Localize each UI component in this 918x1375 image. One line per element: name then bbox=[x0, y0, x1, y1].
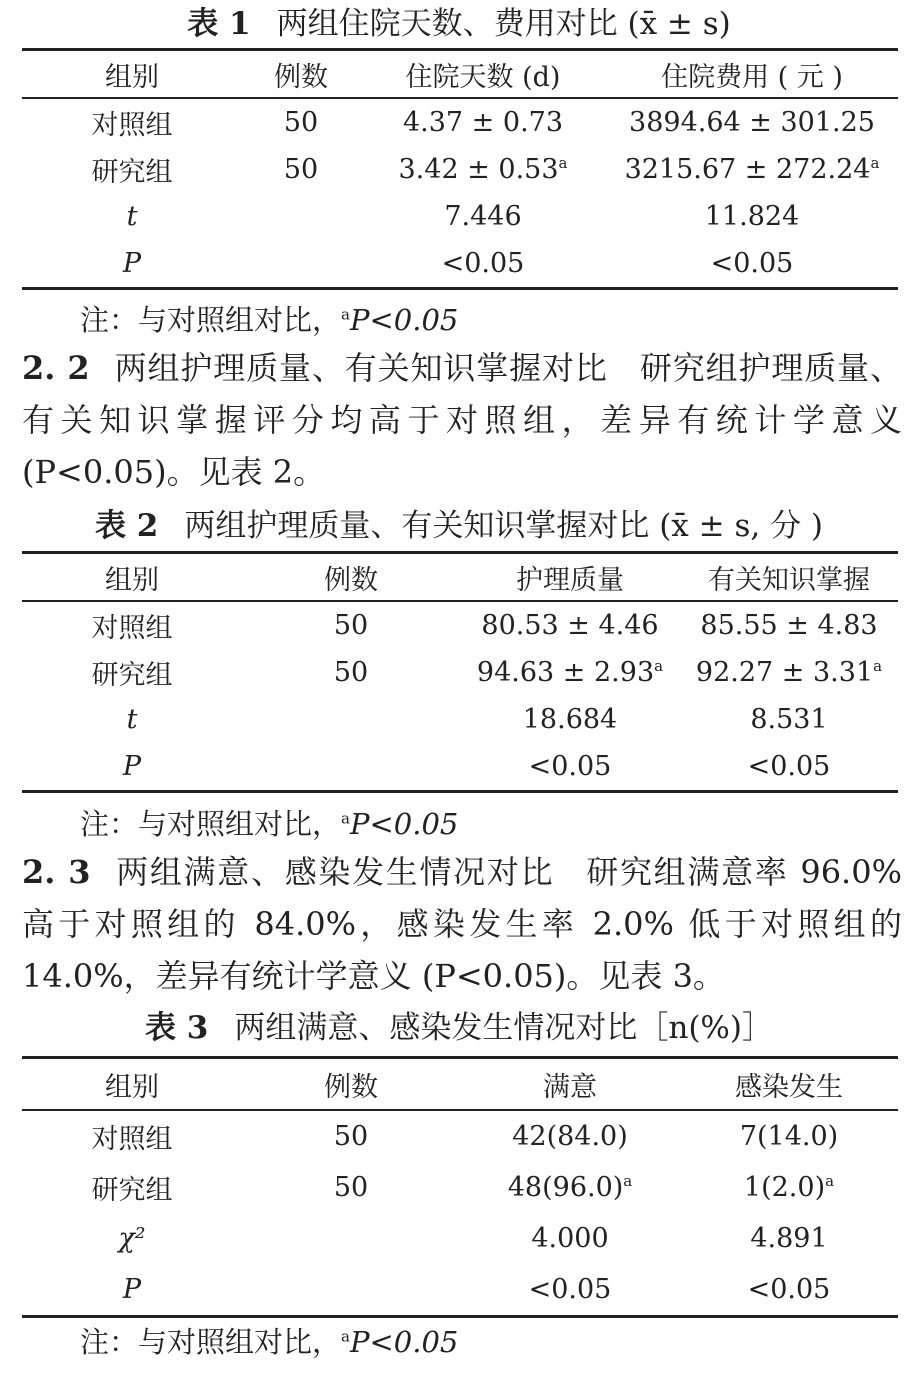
table1-title: 两组住院天数、费用对比 (x̄ ± s) bbox=[276, 6, 731, 42]
note-suffix: P<0.05 bbox=[349, 1325, 459, 1359]
table3-header-infection: 感染发生 bbox=[680, 1058, 898, 1111]
table-row bbox=[22, 146, 898, 193]
significance-mark: a bbox=[825, 1172, 835, 1190]
table-cell: 4.000 bbox=[531, 1223, 609, 1254]
table3 bbox=[22, 1056, 898, 1318]
table-cell: <0.05 bbox=[747, 1274, 831, 1305]
significance-mark: a bbox=[654, 657, 664, 675]
table-cell: 50 bbox=[283, 107, 319, 138]
table-cell: 对照组 bbox=[91, 613, 173, 644]
note-suffix: P<0.05 bbox=[349, 807, 459, 841]
table-cell: 80.53 ± 4.46 bbox=[481, 610, 659, 641]
table3-header-count: 例数 bbox=[242, 1058, 460, 1111]
table-cell: P bbox=[122, 751, 142, 782]
table-cell: 18.684 bbox=[522, 704, 618, 735]
table1-header-days: 住院天数 (d) bbox=[360, 50, 606, 99]
section-number: 2. 3 bbox=[22, 853, 91, 891]
table2-number: 表 2 bbox=[94, 508, 159, 544]
table2-header-count: 例数 bbox=[242, 553, 460, 602]
table-cell bbox=[242, 240, 360, 289]
table1-header-cost: 住院费用 ( 元 ) bbox=[606, 50, 898, 99]
table2 bbox=[22, 551, 898, 793]
table-cell: <0.05 bbox=[710, 248, 794, 279]
section-heading: 两组满意、感染发生情况对比 bbox=[114, 853, 555, 891]
table2-title: 两组护理质量、有关知识掌握对比 (x̄ ± s, 分 ) bbox=[184, 508, 824, 544]
table-cell bbox=[242, 193, 360, 240]
section-body: 研究组满意率 96.0% 高于对照组的 84.0%，感染发生率 2.0% 低于对照组的 14.0%，差异有统计学意义 (P<0.05)。见表 3。 bbox=[22, 853, 902, 995]
table-cell: 对照组 bbox=[91, 110, 173, 141]
table1-header-row bbox=[22, 50, 898, 99]
table-cell: 42(84.0) bbox=[512, 1121, 628, 1152]
table3-caption bbox=[0, 1008, 918, 1048]
cell-value: 94.63 ± 2.93 bbox=[476, 657, 655, 688]
table-cell bbox=[680, 1162, 898, 1213]
table-cell: 11.824 bbox=[704, 201, 800, 232]
table-row bbox=[22, 1110, 898, 1162]
table2-caption bbox=[0, 506, 918, 546]
section-heading: 两组护理质量、有关知识掌握对比 bbox=[113, 349, 608, 387]
table-row bbox=[22, 1264, 898, 1317]
table-cell bbox=[242, 1264, 460, 1317]
table-row bbox=[22, 601, 898, 649]
table1-number: 表 1 bbox=[187, 6, 251, 42]
table3-header-satisfied: 满意 bbox=[460, 1058, 680, 1111]
note-mark: a bbox=[341, 809, 350, 828]
table-cell bbox=[606, 146, 898, 193]
table-cell bbox=[360, 146, 606, 193]
table-row bbox=[22, 98, 898, 146]
table-cell bbox=[460, 649, 680, 696]
note-mark: a bbox=[341, 305, 350, 324]
table-cell: <0.05 bbox=[528, 751, 612, 782]
table-cell: 50 bbox=[333, 1121, 369, 1152]
table-cell bbox=[460, 1162, 680, 1213]
table-cell: 研究组 bbox=[91, 157, 173, 188]
table1-caption bbox=[0, 4, 918, 44]
significance-mark: a bbox=[873, 657, 883, 675]
table-cell: 7(14.0) bbox=[739, 1121, 839, 1152]
table-cell bbox=[242, 696, 460, 743]
cell-value: 3215.67 ± 272.24 bbox=[624, 154, 871, 185]
table3-note bbox=[80, 1322, 458, 1362]
significance-mark: a bbox=[623, 1172, 633, 1190]
table-cell: 研究组 bbox=[91, 660, 173, 691]
significance-mark: a bbox=[870, 154, 880, 172]
table2-header-quality: 护理质量 bbox=[460, 553, 680, 602]
table-cell: P bbox=[122, 248, 142, 279]
table3-header-row bbox=[22, 1058, 898, 1111]
section-number: 2. 2 bbox=[22, 349, 90, 387]
cell-value: 92.27 ± 3.31 bbox=[695, 657, 874, 688]
cell-value: 3.42 ± 0.53 bbox=[398, 154, 559, 185]
table-cell: t bbox=[126, 704, 138, 735]
table-cell: χ² bbox=[118, 1223, 146, 1254]
table-cell: <0.05 bbox=[747, 751, 831, 782]
table-cell: 4.891 bbox=[750, 1223, 828, 1254]
note-prefix: 注：与对照组对比， bbox=[80, 303, 342, 337]
table-row bbox=[22, 1213, 898, 1264]
table-cell: 4.37 ± 0.73 bbox=[402, 107, 564, 138]
table3-title: 两组满意、感染发生情况对比［n(%)］ bbox=[234, 1010, 773, 1046]
table-cell bbox=[242, 1213, 460, 1264]
table-cell bbox=[680, 649, 898, 696]
table-cell: <0.05 bbox=[441, 248, 525, 279]
significance-mark: a bbox=[558, 154, 568, 172]
table-cell: 50 bbox=[283, 154, 319, 185]
section-2-3-paragraph bbox=[22, 846, 902, 1002]
table1-note bbox=[80, 300, 458, 340]
table2-note bbox=[80, 804, 458, 844]
table-cell: 3894.64 ± 301.25 bbox=[629, 107, 875, 138]
table2-header-knowledge: 有关知识掌握 bbox=[680, 553, 898, 602]
table-cell bbox=[242, 743, 460, 792]
table-cell: 85.55 ± 4.83 bbox=[700, 610, 878, 641]
table2-header-row bbox=[22, 553, 898, 602]
table-cell: <0.05 bbox=[528, 1274, 612, 1305]
table3-number: 表 3 bbox=[145, 1010, 209, 1046]
table2-header-group: 组别 bbox=[22, 553, 242, 602]
note-prefix: 注：与对照组对比， bbox=[80, 1325, 342, 1359]
table-cell: 研究组 bbox=[91, 1175, 173, 1206]
table-row bbox=[22, 240, 898, 289]
table-row bbox=[22, 649, 898, 696]
table-cell: 50 bbox=[333, 610, 369, 641]
table-row bbox=[22, 743, 898, 792]
table1-header-count: 例数 bbox=[242, 50, 360, 99]
table1-header-group: 组别 bbox=[22, 50, 242, 99]
table1 bbox=[22, 48, 898, 290]
note-mark: a bbox=[341, 1327, 350, 1346]
table-cell: 50 bbox=[333, 657, 369, 688]
table-row bbox=[22, 1162, 898, 1213]
table-row bbox=[22, 193, 898, 240]
note-prefix: 注：与对照组对比， bbox=[80, 807, 342, 841]
table-cell: 对照组 bbox=[91, 1124, 173, 1155]
table-cell: 50 bbox=[333, 1172, 369, 1203]
table-cell: 7.446 bbox=[444, 201, 522, 232]
table-cell: 8.531 bbox=[750, 704, 828, 735]
table3-header-group: 组别 bbox=[22, 1058, 242, 1111]
section-body: 研究组护理质量、有关知识掌握评分均高于对照组，差异有统计学意义 (P<0.05)。见表 2。 bbox=[22, 349, 902, 491]
note-suffix: P<0.05 bbox=[349, 303, 459, 337]
cell-value: 1(2.0) bbox=[743, 1172, 826, 1203]
table-cell: t bbox=[126, 201, 138, 232]
table-row bbox=[22, 696, 898, 743]
cell-value: 48(96.0) bbox=[507, 1172, 624, 1203]
table-cell: P bbox=[122, 1274, 142, 1305]
section-2-2-paragraph bbox=[22, 342, 902, 498]
